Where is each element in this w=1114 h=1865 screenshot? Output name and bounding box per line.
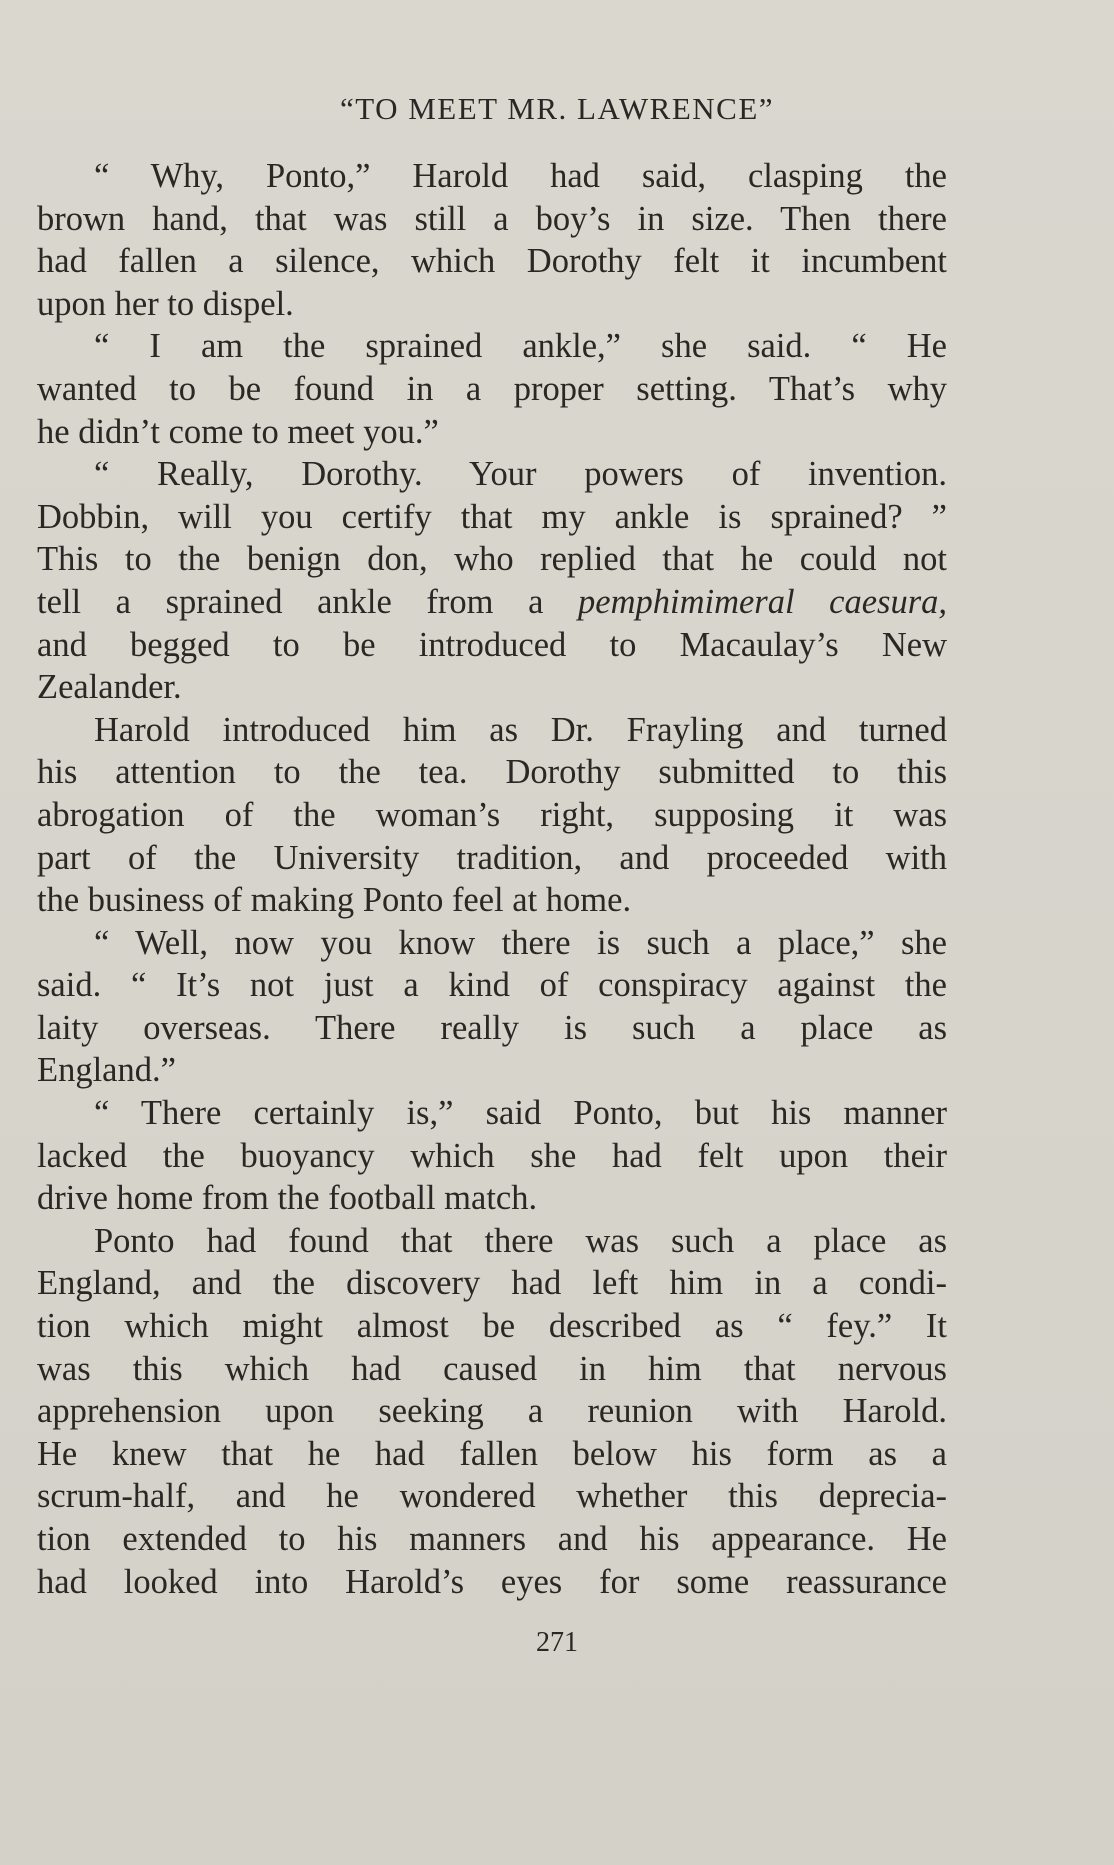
text-line: had fallen a silence, which Dorothy felt it incumbent: [37, 242, 947, 281]
text-line: “ I am the sprained ankle,” she said. “ He: [94, 327, 947, 366]
text-line: tion which might almost be described as “ fey.” It: [37, 1307, 947, 1346]
text-line: England.”: [37, 1051, 176, 1090]
text-line: part of the University tradition, and proceeded with: [37, 838, 947, 877]
text-line: brown hand, that was still a boy’s in size. Then there: [37, 199, 947, 238]
text-line: England, and the discovery had left him in a condi-: [37, 1264, 947, 1303]
text-line: “ There certainly is,” said Ponto, but his manner: [94, 1094, 947, 1133]
text-line: Zealander.: [37, 668, 182, 707]
text-line: was this which had caused in him that nervous: [37, 1349, 947, 1388]
text-line: “ Really, Dorothy. Your powers of invention.: [94, 455, 947, 494]
text-line: Harold introduced him as Dr. Frayling and turned: [94, 710, 947, 749]
body-text: [37, 155, 947, 1603]
text-line: scrum-half, and he wondered whether this deprecia-: [37, 1477, 947, 1516]
text-line: laity overseas. There really is such a place as: [37, 1008, 947, 1047]
text-line: “ Why, Ponto,” Harold had said, clasping the: [94, 157, 947, 195]
text-line-italic: pemphimimeral caesura,: [578, 582, 947, 621]
text-line: said. “ It’s not just a kind of conspiracy against the: [37, 966, 947, 1005]
text-line: his attention to the tea. Dorothy submitted to this: [37, 753, 947, 792]
text-line: apprehension upon seeking a reunion with Harold.: [37, 1392, 947, 1431]
text-line: He knew that he had fallen below his form as a: [37, 1434, 947, 1473]
text-line: “ Well, now you know there is such a place,” she: [94, 923, 947, 962]
text-line: tion extended to his manners and his appearance. He: [37, 1520, 947, 1558]
text-line: lacked the buoyancy which she had felt upon their: [37, 1136, 947, 1175]
text-line: he didn’t come to meet you.”: [37, 412, 439, 451]
text-line: This to the benign don, who replied that he could not: [37, 540, 947, 579]
text-line: wanted to be found in a proper setting. That’s why: [37, 369, 947, 408]
text-line: abrogation of the woman’s right, supposing it was: [37, 795, 947, 834]
page-number: 271: [536, 1627, 578, 1658]
text-line: Dobbin, will you certify that my ankle is sprained? ”: [37, 497, 947, 536]
running-head: “TO MEET MR. LAWRENCE”: [339, 91, 775, 126]
text-line: drive home from the football match.: [37, 1179, 538, 1218]
text-line: [37, 581, 947, 624]
text-line: Ponto had found that there was such a place as: [94, 1221, 947, 1260]
text-line: had looked into Harold’s eyes for some reassurance: [37, 1562, 947, 1601]
text-line: upon her to dispel.: [37, 284, 294, 323]
text-line: and begged to be introduced to Macaulay’s New: [37, 625, 947, 664]
text-line-roman: tell a sprained ankle from a: [37, 582, 578, 621]
text-line: the business of making Ponto feel at home.: [37, 881, 632, 920]
